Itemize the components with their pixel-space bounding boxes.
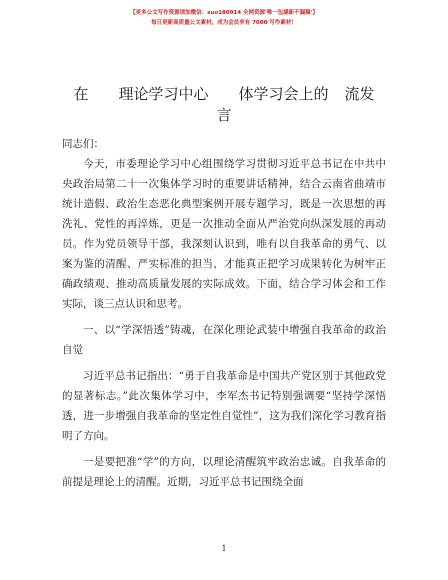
paragraph-point-1: 一是要把准“学”的方向，以理论清醒筑牢政治忠诚。自我革命的前提是理论上的清醒。近期，习近平总书记围绕全面: [62, 456, 386, 488]
title-part-2: 理论学习中心: [118, 85, 209, 103]
title-part-1: 在: [73, 85, 89, 103]
salutation: 同志们：: [62, 138, 104, 150]
promo-line-1: 【更多公文写作资源请加微信：suo180914 全网资源'唯一包涵新不漏稿'】: [130, 10, 318, 16]
promo-line-2: 每日更新高质量公文素材，成为会员享有 7000 写作素材！: [151, 20, 297, 26]
document-body: [62, 154, 386, 498]
paragraph-quote: 习近平总书记指出：“勇于自我革命是中国共产党区别于其他政党的显著标志。”此次集体学习中，李军杰书记特别强调要“坚持学深悟透，进一步增强自我革命的坚定性自觉性”，这为我们深化学习教育指明了方向。: [62, 370, 386, 442]
section-heading-1: 一、以“学深悟透”铸魂，在深化理论武装中增强自我革命的政治自觉: [62, 324, 386, 356]
page-number: 1: [221, 544, 227, 553]
document-title-line-2: 言: [216, 106, 232, 124]
title-part-4: 流发: [344, 85, 375, 103]
title-part-3: 体学习会上的: [238, 85, 329, 103]
document-title: [0, 83, 448, 105]
promo-banner: [0, 8, 448, 28]
paragraph-intro: 今天，市委理论学习中心组围绕学习贯彻习近平总书记在中共中央政治局第二十一次集体学习时的重要讲话精神，结合云南省曲靖市统计造假、政治生态恶化典型案例开展专题学习，既是一次思想的再洗礼、党性的再淬炼，更是一次推动全面从严治党向纵深发展的再动员。作为党员领导干部，我深刻认识到，唯有以自我革命的勇气、以案为鉴的清醒、严实标准的担当，才能真正把学习成果转化为树牢正确政绩观、推动高质量发展的实际成效。下面，结合学习体会和工作实际，谈三点认识和思考。: [62, 158, 386, 310]
